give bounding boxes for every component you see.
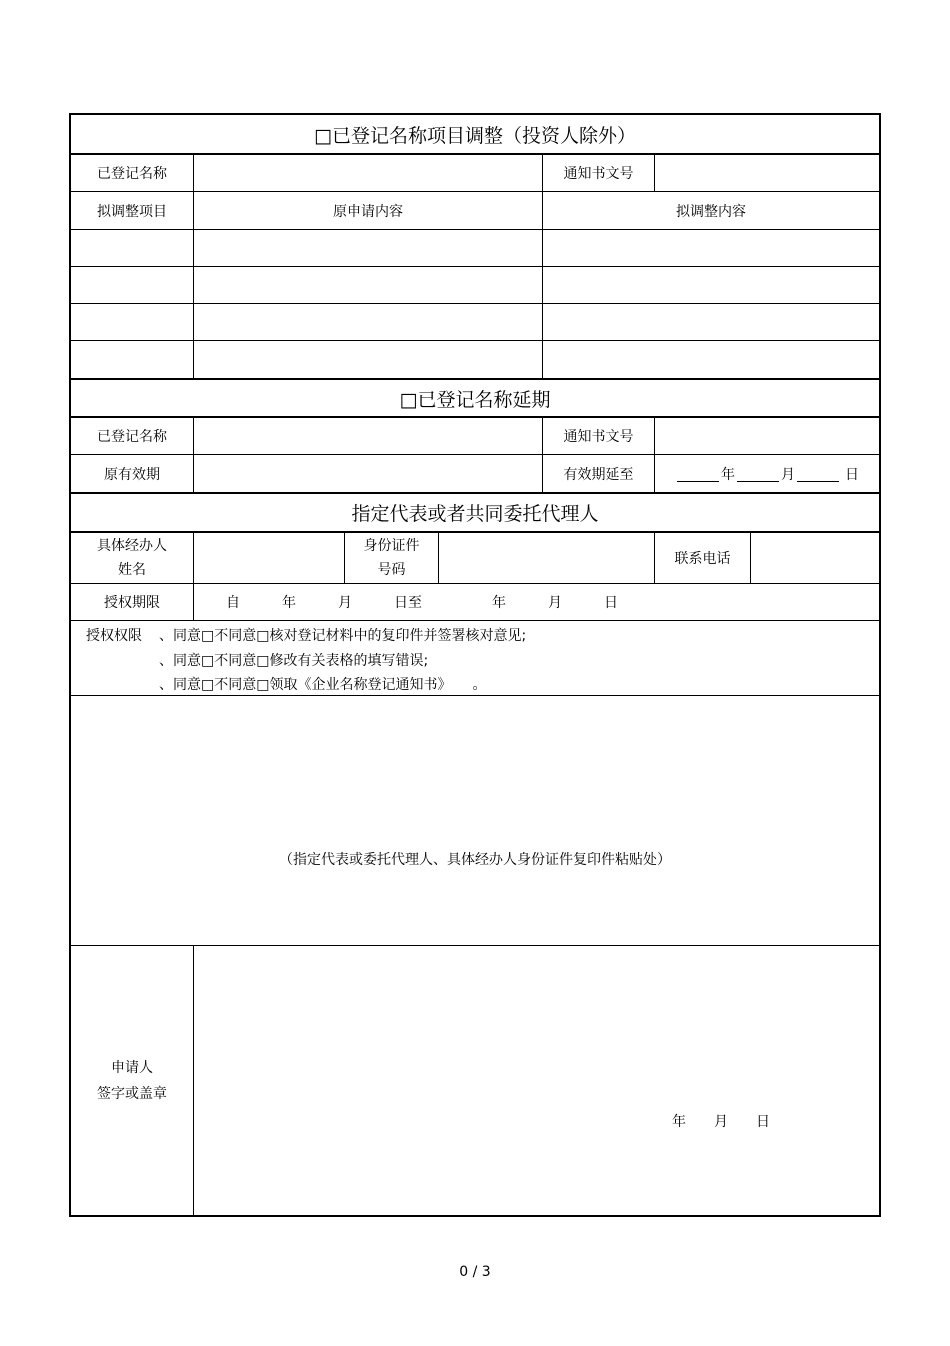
- adjust-blank-row: [71, 267, 879, 304]
- adjust-item-field[interactable]: [71, 341, 193, 378]
- auth-option-correct[interactable]: 、同意□不同意□修改有关表格的填写错误;: [159, 653, 429, 669]
- original-content-field[interactable]: [193, 341, 542, 378]
- notice-no-field[interactable]: [654, 155, 879, 191]
- handler-name-field[interactable]: [193, 533, 344, 583]
- application-form: [69, 113, 881, 1217]
- adjust-item-label: 拟调整项目: [97, 203, 167, 220]
- adjust-item-field[interactable]: [71, 230, 193, 266]
- signature-seal-label: 签字或盖章: [97, 1085, 167, 1102]
- adjust-blank-row: [71, 304, 879, 341]
- section-adjust-header: [71, 115, 879, 155]
- auth-scope-row: [71, 621, 879, 696]
- auth-period-label: 授权期限: [104, 595, 160, 611]
- adjust-item-field[interactable]: [71, 304, 193, 340]
- adjusted-content-field[interactable]: [542, 230, 879, 266]
- month-label: 月: [781, 466, 795, 483]
- section-extend-title: □已登记名称延期: [399, 388, 551, 411]
- notice-no-label: 通知书文号: [542, 418, 654, 454]
- adjusted-content-field[interactable]: [542, 267, 879, 303]
- phone-field[interactable]: [750, 533, 879, 583]
- notice-no-field[interactable]: [654, 418, 879, 454]
- year-blank[interactable]: [677, 466, 719, 482]
- notice-no-label: 通知书文号: [542, 155, 654, 191]
- signature-date: 年 月 日: [672, 1114, 770, 1130]
- handler-name-label-line2: 姓名: [118, 562, 146, 578]
- registered-name-label: 已登记名称: [97, 166, 167, 182]
- section-extend-header: [71, 380, 879, 418]
- registered-name-field[interactable]: [193, 418, 542, 454]
- original-validity-field[interactable]: [193, 455, 542, 492]
- auth-option-verify[interactable]: 、同意□不同意□核对登记材料中的复印件并签署核对意见;: [159, 628, 527, 644]
- adjust-item-field[interactable]: [71, 267, 193, 303]
- paste-note: （指定代表或委托代理人、具体经办人身份证件复印件粘贴处）: [279, 851, 671, 868]
- section-agent-title: 指定代表或者共同委托代理人: [351, 503, 599, 525]
- adjust-name-row: [71, 155, 879, 192]
- signature-field[interactable]: [193, 946, 879, 1215]
- id-number-field[interactable]: [438, 533, 654, 583]
- original-content-label: 原申请内容: [193, 192, 542, 229]
- extend-to-date-field[interactable]: [654, 455, 879, 492]
- id-number-label: [344, 533, 438, 583]
- id-copy-paste-area: [71, 696, 879, 946]
- month-blank[interactable]: [737, 466, 779, 482]
- auth-option-collect[interactable]: 、同意□不同意□领取《企业名称登记通知书》 。: [159, 677, 487, 693]
- original-content-field[interactable]: [193, 267, 542, 303]
- section-agent-header: [71, 494, 879, 533]
- handler-name-label: [71, 533, 193, 583]
- year-label: 年: [721, 466, 735, 483]
- auth-period-field[interactable]: 自 年 月 日至 年 月 日: [193, 584, 879, 620]
- signature-row: [71, 946, 879, 1215]
- adjust-blank-row: [71, 341, 879, 380]
- registered-name-field[interactable]: [193, 155, 542, 191]
- extend-validity-row: [71, 455, 879, 494]
- day-blank[interactable]: [797, 466, 839, 482]
- registered-name-label: 已登记名称: [97, 429, 167, 445]
- handler-name-label-line1: 具体经办人: [97, 538, 167, 554]
- applicant-label: 申请人: [111, 1059, 153, 1076]
- applicant-signature-label: [71, 946, 193, 1215]
- id-number-label-line2: 号码: [377, 562, 406, 578]
- original-validity-label: 原有效期: [104, 466, 160, 483]
- page-number: 0 / 3: [459, 1264, 491, 1280]
- auth-scope-label: 授权权限: [86, 628, 142, 644]
- adjust-blank-row: [71, 230, 879, 267]
- adjust-columns-row: [71, 192, 879, 230]
- id-number-label-line1: 身份证件: [363, 538, 420, 554]
- auth-period-row: [71, 584, 879, 621]
- extend-to-label: 有效期延至: [542, 455, 654, 492]
- adjusted-content-field[interactable]: [542, 304, 879, 340]
- adjusted-content-label: 拟调整内容: [542, 192, 879, 229]
- adjusted-content-field[interactable]: [542, 341, 879, 378]
- phone-label: 联系电话: [654, 533, 750, 583]
- original-content-field[interactable]: [193, 230, 542, 266]
- extend-name-row: [71, 418, 879, 455]
- handler-row: [71, 533, 879, 584]
- day-label: 日: [845, 466, 859, 483]
- original-content-field[interactable]: [193, 304, 542, 340]
- section-adjust-title: □已登记名称项目调整（投资人除外）: [314, 124, 636, 147]
